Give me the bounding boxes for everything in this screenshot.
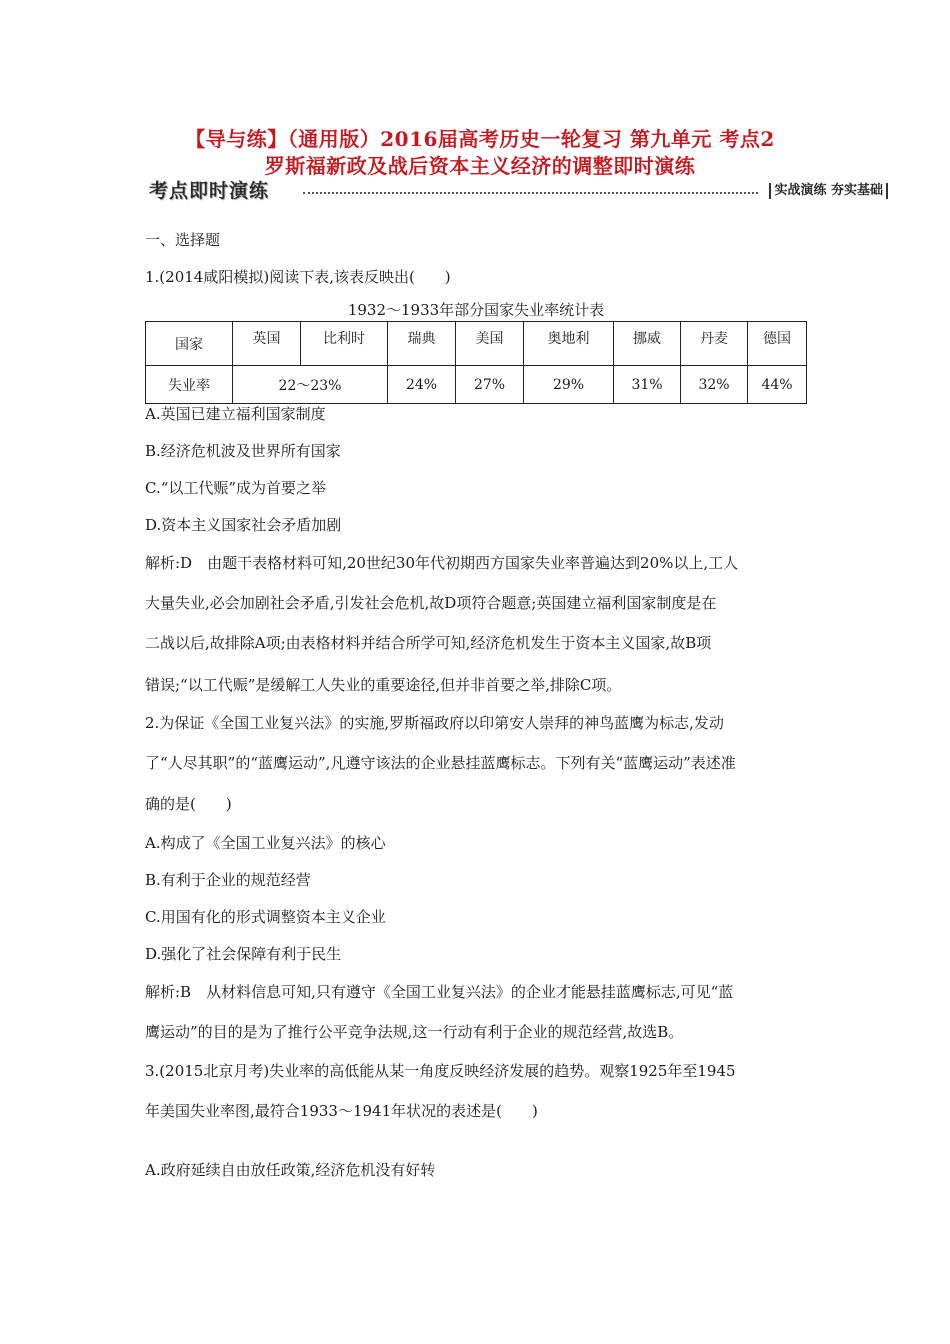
value-cell: 32% bbox=[681, 366, 748, 404]
section-banner bbox=[143, 176, 888, 206]
banner-tagline: 实战演练 夯实基础 bbox=[769, 183, 888, 199]
header-cell: 丹麦 bbox=[681, 322, 748, 366]
title-line-1: 【导与练】（通用版）2016届高考历史一轮复习 第九单元 考点2 bbox=[185, 127, 775, 151]
q2-stem-line: 2.为保证《全国工业复兴法》的实施,罗斯福政府以印第安人崇拜的神鸟蓝鹰为标志,发动 bbox=[145, 714, 724, 732]
value-cell: 24% bbox=[388, 366, 456, 404]
q2-option-a: A.构成了《全国工业复兴法》的核心 bbox=[145, 834, 386, 852]
document-title bbox=[150, 126, 810, 180]
q1-analysis-line: 二战以后,故排除A项;由表格材料并结合所学可知,经济危机发生于资本主义国家,故B项 bbox=[145, 634, 712, 652]
q2-stem-line: 了“人尽其职”的“蓝鹰运动”,凡遵守该法的企业悬挂蓝鹰标志。下列有关“蓝鹰运动”表述准 bbox=[145, 754, 736, 772]
title-line-2: 罗斯福新政及战后资本主义经济的调整即时演练 bbox=[264, 154, 696, 178]
q1-option-c: C.“以工代赈”成为首要之举 bbox=[145, 479, 327, 497]
q2-option-d: D.强化了社会保障有利于民生 bbox=[145, 945, 342, 963]
q1-analysis-line: 解析:D 由题干表格材料可知,20世纪30年代初期西方国家失业率普遍达到20%以上,工人 bbox=[145, 554, 739, 572]
q2-stem-line: 确的是( ) bbox=[145, 795, 232, 813]
q2-analysis-line: 鹰运动”的目的是为了推行公平竞争法规,这一行动有利于企业的规范经营,故选B。 bbox=[145, 1023, 684, 1041]
q2-analysis-line: 解析:B 从材料信息可知,只有遵守《全国工业复兴法》的企业才能悬挂蓝鹰标志,可见“蓝 bbox=[145, 983, 734, 1001]
header-cell: 德国 bbox=[748, 322, 807, 366]
header-cell: 国家 bbox=[146, 322, 233, 366]
question-1-stem: 1.(2014咸阳模拟)阅读下表,该表反映出( ) bbox=[145, 268, 451, 286]
table-header-row bbox=[146, 322, 807, 366]
header-cell: 英国 bbox=[233, 322, 301, 366]
value-cell: 44% bbox=[748, 366, 807, 404]
q3-option-a: A.政府延续自由放任政策,经济危机没有好转 bbox=[145, 1161, 436, 1179]
row-label-cell: 失业率 bbox=[146, 366, 233, 404]
q1-analysis-line: 错误;“以工代赈”是缓解工人失业的重要途径,但并非首要之举,排除C项。 bbox=[145, 676, 622, 694]
header-cell: 美国 bbox=[456, 322, 524, 366]
value-cell: 22～23% bbox=[233, 366, 388, 404]
q2-option-b: B.有利于企业的规范经营 bbox=[145, 871, 311, 889]
section-heading: 一、选择题 bbox=[145, 231, 221, 249]
banner-label: 考点即时演练 bbox=[149, 180, 270, 202]
q1-analysis-line: 大量失业,必会加剧社会矛盾,引发社会危机,故D项符合题意;英国建立福利国家制度是在 bbox=[145, 594, 717, 612]
value-cell: 31% bbox=[614, 366, 681, 404]
q2-option-c: C.用国有化的形式调整资本主义企业 bbox=[145, 908, 386, 926]
banner-divider bbox=[303, 192, 758, 194]
table-value-row bbox=[146, 366, 807, 404]
table-caption: 1932～1933年部分国家失业率统计表 bbox=[347, 301, 605, 319]
q1-option-d: D.资本主义国家社会矛盾加剧 bbox=[145, 516, 342, 534]
header-cell: 奥地利 bbox=[524, 322, 614, 366]
header-cell: 比利时 bbox=[301, 322, 388, 366]
q1-option-a: A.英国已建立福利国家制度 bbox=[145, 405, 326, 423]
header-cell: 瑞典 bbox=[388, 322, 456, 366]
q3-stem-line: 3.(2015北京月考)失业率的高低能从某一角度反映经济发展的趋势。观察1925年至1945 bbox=[145, 1062, 736, 1080]
value-cell: 27% bbox=[456, 366, 524, 404]
q3-stem-line: 年美国失业率图,最符合1933～1941年状况的表述是( ) bbox=[145, 1102, 538, 1120]
q1-option-b: B.经济危机波及世界所有国家 bbox=[145, 442, 341, 460]
header-cell: 挪威 bbox=[614, 322, 681, 366]
unemployment-table bbox=[145, 321, 807, 404]
value-cell: 29% bbox=[524, 366, 614, 404]
